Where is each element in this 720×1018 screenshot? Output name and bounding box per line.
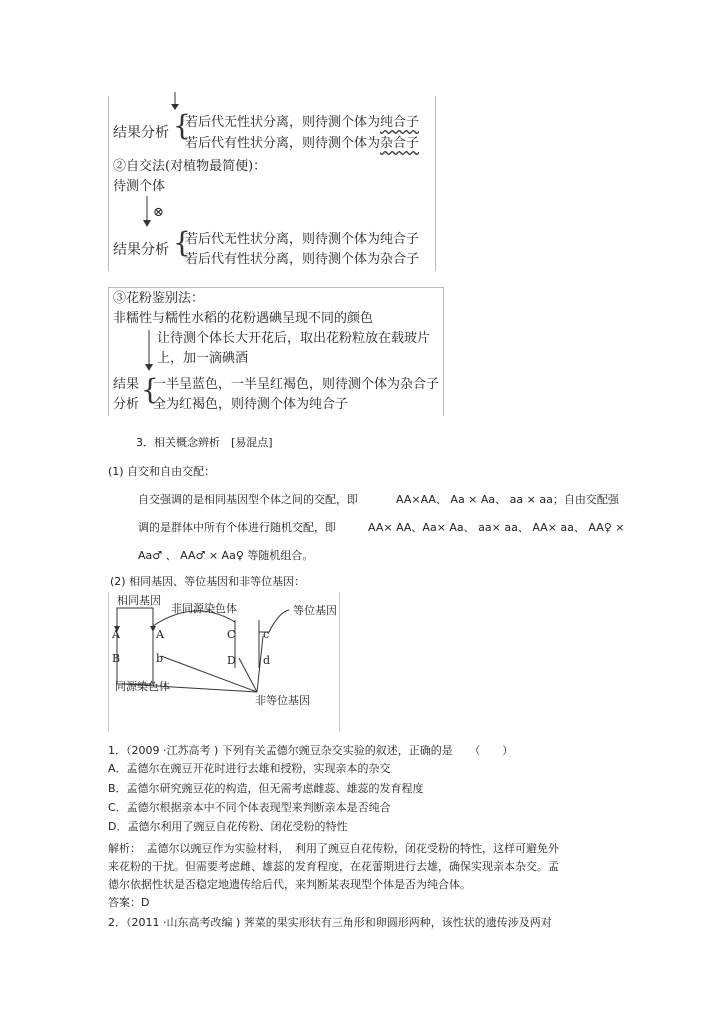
gene-b: b bbox=[156, 652, 164, 665]
result-pure-line: 若后代无性状分离，则待测个体为纯合子 bbox=[185, 232, 420, 247]
q2-stem: 2．（2011 ·山东高考改编 ) 荠菜的果实形状有三角形和卵圆形两种，该性状的遗传涉及两对 bbox=[108, 916, 552, 929]
free-mating-formula-1: AA× AA、Aa× Aa、 aa× aa、 AA× aa、 AA♀ × bbox=[368, 521, 625, 534]
gene-D: D bbox=[227, 654, 236, 667]
brace: { bbox=[173, 109, 191, 142]
result-label-1: 结果 bbox=[113, 377, 140, 392]
gene-diagram bbox=[108, 592, 340, 732]
gene-A-right: A bbox=[156, 628, 164, 641]
q1-option-b: B．孟德尔研究豌豆花的构造，但无需考虑雌蕊、雄蕊的发育程度 bbox=[108, 782, 424, 795]
down-arrow-icon bbox=[141, 196, 153, 230]
pollen-step-1: 让待测个体长大开花后，取出花粉粒放在载玻片 bbox=[157, 331, 431, 346]
q1-option-d: D．孟德尔利用了豌豆自花传粉、闭花受粉的特性 bbox=[108, 820, 348, 833]
gene-B: B bbox=[112, 652, 121, 665]
self-cross-formula-1: AA×AA、 Aa × Aa、 aa × aa；自由交配强 bbox=[396, 493, 619, 506]
pollen-step-2: 上，加一滴碘酒 bbox=[157, 351, 249, 366]
gene-A-left: A bbox=[112, 628, 120, 641]
gene-c: c bbox=[263, 628, 270, 641]
method-box-1 bbox=[108, 96, 436, 271]
gene-d: d bbox=[263, 654, 271, 667]
q1-option-c: C．孟德尔根据亲本中不同个体表现型来判断亲本是否纯合 bbox=[108, 801, 391, 814]
result-pure-line: 若后代无性状分离，则待测个体为纯合子 bbox=[185, 115, 420, 130]
q1-stem: 1．（2009 ·江苏高考 ) 下列有关孟德尔豌豆杂交实验的叙述，正确的是 （ ） bbox=[108, 744, 514, 757]
q1-answer: 答案：D bbox=[108, 896, 150, 909]
q1-option-a: A．孟德尔在豌豆开花时进行去雄和授粉，实现亲本的杂交 bbox=[108, 762, 391, 775]
section-heading: 3．相关概念辨析 [易混点] bbox=[136, 436, 273, 449]
result-label: 结果分析 bbox=[113, 125, 169, 141]
self-cross-text-1: 自交强调的是相同基因型个体之间的交配，即 bbox=[138, 493, 358, 506]
pollen-result-2: 全为红褐色，则待测个体为纯合子 bbox=[153, 397, 349, 412]
self-symbol: ⊗ bbox=[153, 205, 164, 220]
non-allele-label: 非等位基因 bbox=[255, 694, 310, 707]
result-hetero-line: 若后代有性状分离，则待测个体为杂合子 bbox=[185, 136, 420, 151]
test-individual-label: 待测个体 bbox=[113, 179, 166, 194]
result-label: 结果分析 bbox=[113, 242, 169, 258]
homolog-label: 同源染色体 bbox=[115, 680, 170, 693]
method-box-2 bbox=[108, 287, 444, 416]
pollen-method-desc: 非糯性与糯性水稻的花粉遇碘呈现不同的颜色 bbox=[113, 311, 374, 326]
down-arrow-icon bbox=[143, 330, 155, 374]
q1-explanation-3: 德尔依据性状是否稳定地遗传给后代，来判断某表现型个体是否为纯合体。 bbox=[108, 878, 471, 891]
gene-C: C bbox=[227, 628, 236, 641]
non-homolog-label: 非同源染色体 bbox=[171, 602, 237, 615]
subsection-1-heading: (1) 自交和自由交配： bbox=[108, 465, 216, 478]
brace: { bbox=[141, 373, 159, 406]
subsection-2-heading: (2) 相同基因、等位基因和非等位基因： bbox=[110, 575, 306, 588]
free-mating-text-2: Aa♂ 、 AA♂ × Aa♀ 等随机组合。 bbox=[138, 549, 314, 562]
result-hetero-line: 若后代有性状分离，则待测个体为杂合子 bbox=[185, 252, 420, 267]
q1-explanation-1: 解析： 孟德尔以豌豆作为实验材料， 利用了豌豆自花传粉，闭花受粉的特性，这样可避免外 bbox=[108, 842, 559, 855]
same-gene-label: 相同基因 bbox=[117, 594, 161, 607]
brace: { bbox=[173, 226, 191, 259]
pollen-method-title: ③花粉鉴别法： bbox=[113, 291, 205, 306]
pollen-result-1: 一半呈蓝色，一半呈红褐色，则待测个体为杂合子 bbox=[153, 377, 440, 392]
self-cross-title: ②自交法(对植物最简便)： bbox=[113, 159, 267, 174]
result-label-2: 分析 bbox=[113, 397, 140, 412]
allele-label: 等位基因 bbox=[293, 604, 337, 617]
free-mating-text-1: 调的是群体中所有个体进行随机交配，即 bbox=[138, 521, 336, 534]
q1-explanation-2: 来花粉的干扰。但需要考虑雌、雄蕊的发育程度，在花蕾期进行去雄，确保实现亲本杂交。孟 bbox=[108, 860, 559, 873]
